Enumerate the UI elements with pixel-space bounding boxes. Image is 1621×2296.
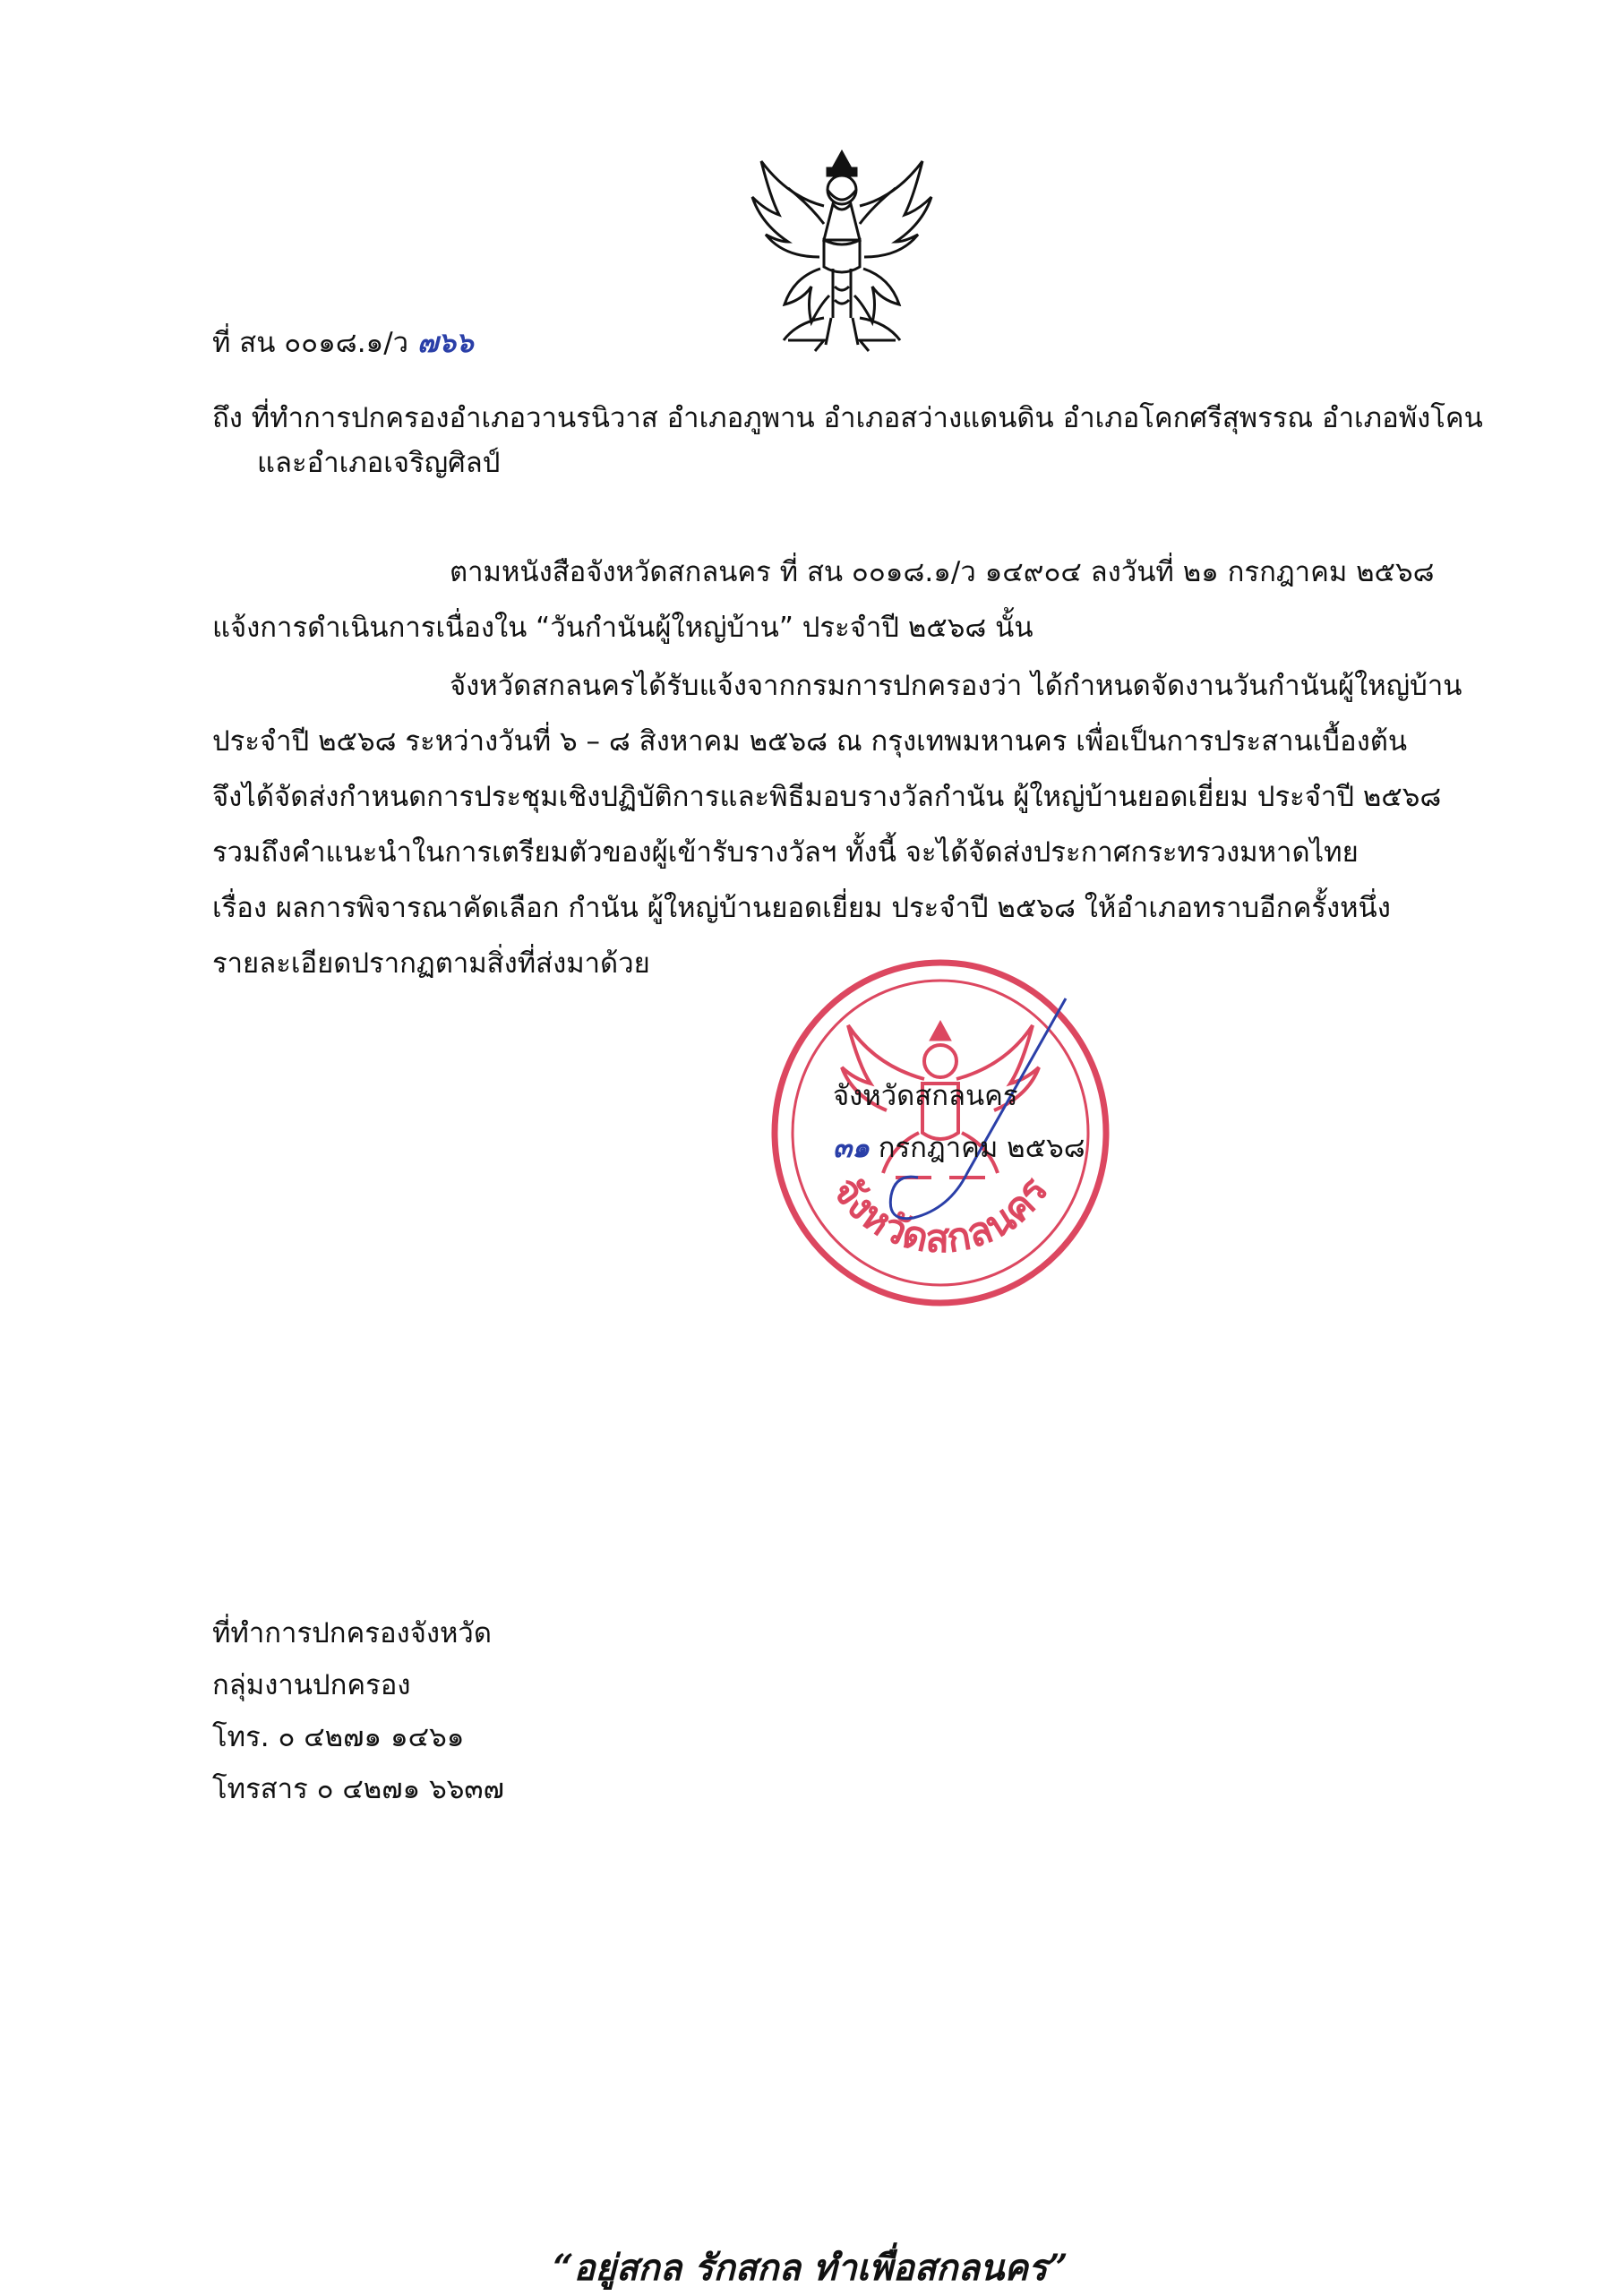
paragraph-line: รายละเอียดปรากฏตามสิ่งที่ส่งมาด้วย [212, 947, 650, 980]
paragraph-line: จึงได้จัดส่งกำหนดการประชุมเชิงปฏิบัติการและพิธีมอบรางวัลกำนัน ผู้ใหญ่บ้านยอดเยี่ยม ประจำปี ๒๕๖๘ [212, 781, 1442, 813]
office-name: ที่ทำการปกครองจังหวัด [212, 1617, 492, 1649]
office-phone: โทร. ๐ ๔๒๗๑ ๑๔๖๑ [212, 1721, 465, 1753]
office-contact-block [212, 1607, 504, 1815]
reference-prefix: ที่ สน ๐๐๑๘.๑/ว [212, 327, 409, 359]
paragraph-line: จังหวัดสกลนครได้รับแจ้งจากกรมการปกครองว่า ได้กำหนดจัดงานวันกำนันผู้ใหญ่บ้าน [450, 670, 1462, 702]
body-paragraph-1 [212, 544, 1475, 655]
office-division: กลุ่มงานปกครอง [212, 1669, 411, 1701]
reference-number [212, 319, 474, 367]
svg-text:จังหวัดสกลนคร [823, 1169, 1058, 1262]
paragraph-line: รวมถึงคำแนะนำในการเตรียมตัวของผู้เข้ารับรางวัลฯ ทั้งนี้ จะได้จัดส่งประกาศกระทรวงมหาดไทย [212, 836, 1359, 869]
paragraph-line: เรื่อง ผลการพิจารณาคัดเลือก กำนัน ผู้ใหญ่บ้านยอดเยี่ยม ประจำปี ๒๕๖๘ ให้อำเภอทราบอีกครั้งหนึ่ง [212, 892, 1391, 924]
recipient-line-1: ถึง ที่ทำการปกครองอำเภอวานรนิวาส อำเภอภูพาน อำเภอสว่างแดนดิน อำเภอโคกศรีสุพรรณ อำเภอพังโคน [212, 402, 1483, 434]
issue-date-day: ๓๑ [833, 1132, 870, 1164]
signature-block [833, 1070, 1085, 1174]
office-fax: โทรสาร ๐ ๔๒๗๑ ๖๖๓๗ [212, 1773, 504, 1805]
issuer-name: จังหวัดสกลนคร [833, 1080, 1018, 1112]
seal-text: จังหวัดสกลนคร [823, 1169, 1058, 1263]
reference-number-handwritten: ๗๖๖ [416, 327, 474, 359]
garuda-emblem-icon [734, 134, 949, 363]
paragraph-line: ประจำปี ๒๕๖๘ ระหว่างวันที่ ๖ – ๘ สิงหาคม ๒๕๖๘ ณ กรุงเทพมหานคร เพื่อเป็นการประสานเบื้องต้น [212, 725, 1408, 758]
body-paragraph-2 [212, 658, 1475, 991]
recipient-line-2: และอำเภอเจริญศิลป์ [257, 447, 501, 479]
footer-motto: “อยู่สกล รักสกล ทำเพื่อสกลนคร” [553, 2247, 1068, 2289]
issue-date-month-year: กรกฎาคม ๒๕๖๘ [878, 1132, 1085, 1164]
paragraph-line: ตามหนังสือจังหวัดสกลนคร ที่ สน ๐๐๑๘.๑/ว ๑๔๙๐๔ ลงวันที่ ๒๑ กรกฎาคม ๒๕๖๘ [450, 556, 1435, 588]
paragraph-line: แจ้งการดำเนินการเนื่องใน “วันกำนันผู้ใหญ่บ้าน” ประจำปี ๒๕๖๘ นั้น [212, 612, 1033, 644]
issue-date [833, 1122, 1085, 1174]
